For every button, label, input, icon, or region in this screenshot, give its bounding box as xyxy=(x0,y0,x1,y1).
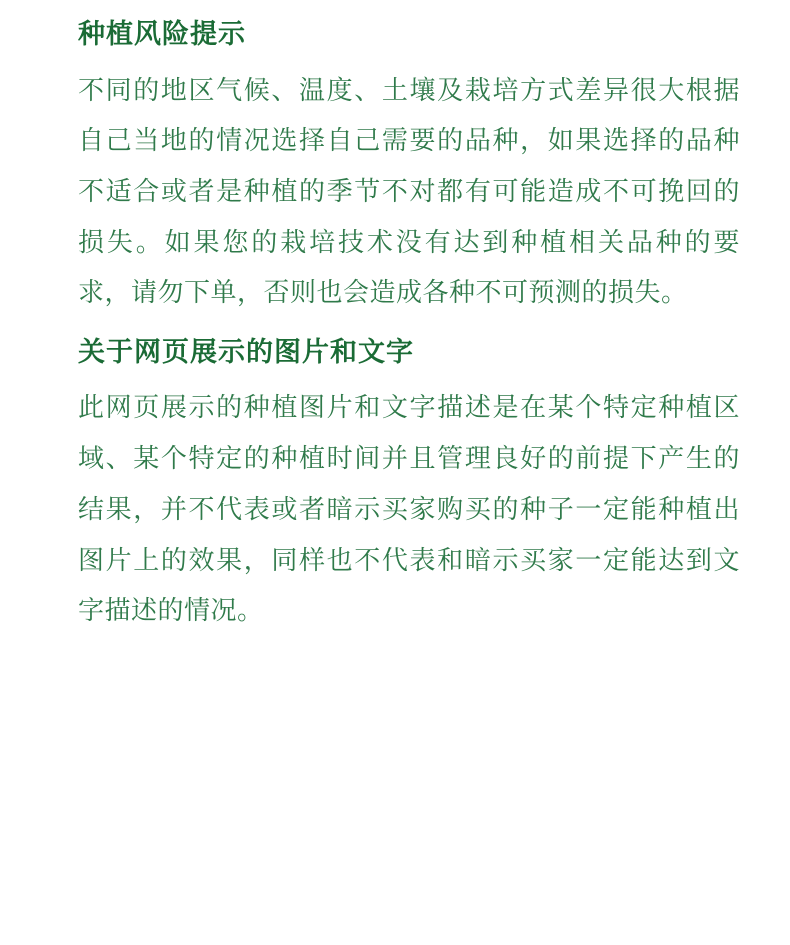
section-planting-risk-notice xyxy=(78,14,740,318)
section-paragraph: 不同的地区气候、温度、土壤及栽培方式差异很大根据自己当地的情况选择自己需要的品种，如果选择的品种不适合或者是种植的季节不对都有可能造成不可挽回的损失。如果您的栽培技术没有达到种植相关品种的要求，请勿下单，否则也会造成各种不可预测的损失。 xyxy=(78,74,740,308)
section-heading: 关于网页展示的图片和文字 xyxy=(78,336,414,367)
section-webpage-images-text-disclaimer xyxy=(78,332,740,636)
section-paragraph: 此网页展示的种植图片和文字描述是在某个特定种植区域、某个特定的种植时间并且管理良好的前提下产生的结果，并不代表或者暗示买家购买的种子一定能种植出图片上的效果，同样也不代表和暗示买家一定能达到文字描述的情况。 xyxy=(78,392,740,626)
section-heading: 种植风险提示 xyxy=(78,19,246,49)
